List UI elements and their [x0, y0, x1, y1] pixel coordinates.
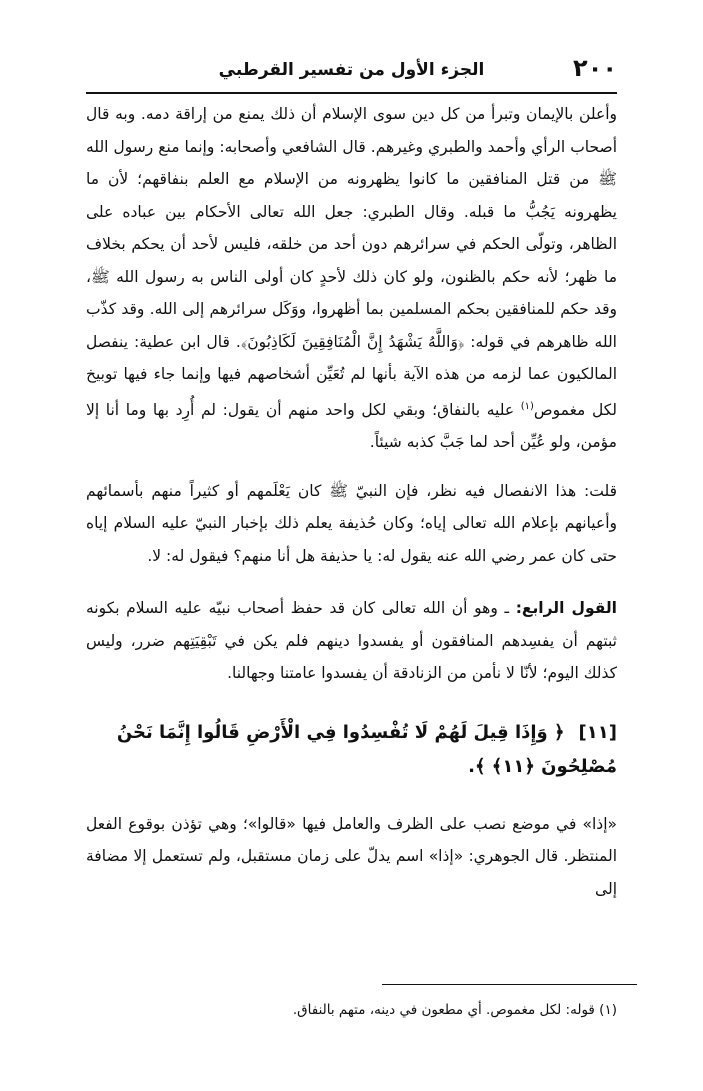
paragraph-3-lead: القول الرابع:	[515, 599, 617, 618]
paragraph-1-text: وأعلن بالإيمان وتبرأ من كل دين سوى الإسلام أن ذلك يمنع من إراقة دمه. وبه قال أصحاب الرأي وأحمد والطبري وغيرهم. قال الشافعي وأصحابه: وإنما منع رسول الله ﷺ من قتل المنافقين ما كانوا يظهرونه من الإسلام مع العلم بنفاقهم؛ لأن ما يظهرونه يَجُبُّ ما قبله. وقال الطبري: جعل الله تعالى الأحكام بين عباده على الظاهر، وتولّى الحكم في سرائرهم دون أحد من خلقه، فليس لأحد أن يحكم بخلاف ما ظهر؛ لأنه حكم بالظنون، ولو كان ذلك لأحدٍ كان أولى الناس به رسول الله ﷺ، وقد حكم للمنافقين بحكم المسلمين بما أظهروا، ووَكَل سرائرهم إلى الله. وقد كذّب الله ظاهرهم في قوله: ﴿وَاللَّهُ يَشْهَدُ إِنَّ الْمُنَافِقِينَ لَكَاذِبُونَ﴾. قال ابن عطية: ينفصل المالكيون عما لزمه من هذه الآية بأنها لم تُعَيِّن أشخاصهم فيها وإنما جاء فيها توبيخ لكل مغموص	[86, 105, 617, 419]
footnote: (١) قوله: لكل مغموص. أي مطعون في دينه، متهم بالنفاق.	[292, 1002, 617, 1018]
paragraph-1-rest: عليه بالنفاق؛ وبقي لكل واحد منهم أن يقول: لم أُرِد بها وما أنا إلا مؤمن، ولو عُيِّن أحد لما جَبَّ كذبه شيئاً.	[86, 400, 617, 452]
paragraph-3-text: ـ وهو أن الله تعالى كان قد حفظ أصحاب نبيّه عليه السلام بكونه ثبتهم أن يفسِدهم المنافقون أو يفسدوا دينهم فلم يكن في تَبْقِيَتِهم ضرر، وليس كذلك اليوم؛ لأنّا لا نأمن من الزنادقة أن يفسدوا عامتنا وجهالنا.	[86, 599, 617, 683]
verse-heading	[86, 716, 617, 784]
paragraph-2: قلت: هذا الانفصال فيه نظر، فإن النبيّ ﷺ كان يَعْلَمهم أو كثيراً منهم بأسمائهم وأعيانهم بإعلام الله تعالى إياه؛ وكان حُذيفة يعلم ذلك بإخبار النبيّ عليه السلام إياه حتى كان عمر رضي الله عنه يقول له: يا حذيفة هل أنا منهم؟ فيقول له: لا.	[86, 481, 617, 565]
page-header	[86, 52, 617, 94]
paragraph-4: «إذا» في موضع نصب على الظرف والعامل فيها «قالوا»؛ وهي تؤذن بوقوع الفعل المنتظر. قال الجوهري: «إذا» اسم يدلّ على زمان مستقبل، ولم تستعمل إلا مضافة إلى	[86, 814, 617, 898]
paragraph-3	[86, 592, 617, 690]
paragraph-1	[86, 98, 617, 459]
page-number: ٢٠٠	[573, 54, 617, 82]
verse-number: [١١]	[578, 721, 617, 743]
running-title: الجزء الأول من تفسير القرطبي	[218, 60, 485, 80]
footnote-divider	[382, 984, 637, 985]
main-text	[86, 98, 617, 905]
footnote-reference: (١)	[520, 400, 534, 412]
verse-text: ﴿ وَإِذَا قِيلَ لَهُمْ لَا تُفْسِدُوا فِي الْأَرْضِ قَالُوا إِنَّمَا نَحْنُ مُصْلِحُونَ ﴿١١﴾ ﴾.	[116, 721, 617, 777]
